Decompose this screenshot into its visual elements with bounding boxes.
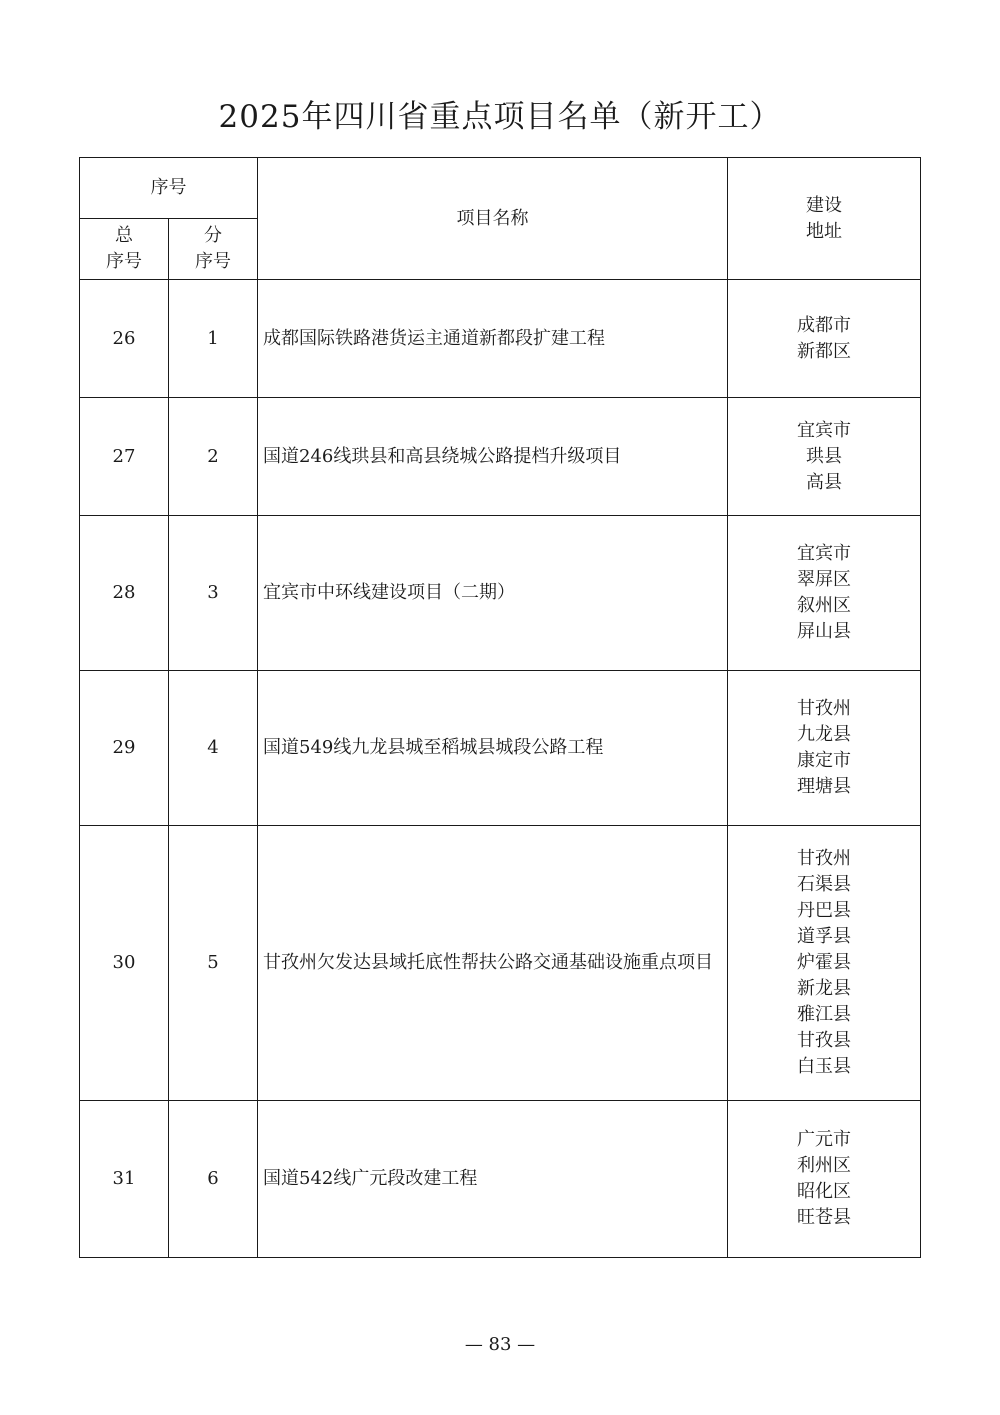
cell-sub-seq: 2 xyxy=(169,398,258,516)
location-line: 翠屏区 xyxy=(797,569,851,590)
location-line: 甘孜县 xyxy=(797,1030,851,1051)
table-row xyxy=(80,280,921,398)
location-line: 雅江县 xyxy=(797,1004,851,1025)
location-line: 丹巴县 xyxy=(797,900,851,921)
page-title: 2025年四川省重点项目名单（新开工） xyxy=(218,99,782,135)
location-line: 成都市 xyxy=(797,314,851,336)
cell-location xyxy=(728,516,921,671)
cell-sub-seq: 1 xyxy=(169,280,258,398)
cell-location xyxy=(728,398,921,516)
cell-location xyxy=(728,280,921,398)
header-seq: 序号 xyxy=(80,158,258,219)
location-line: 宜宾市 xyxy=(797,543,851,564)
location-line: 康定市 xyxy=(797,750,851,771)
cell-total-seq: 28 xyxy=(80,516,169,671)
cell-total-seq: 31 xyxy=(80,1101,169,1258)
cell-project-name: 甘孜州欠发达县域托底性帮扶公路交通基础设施重点项目 xyxy=(258,826,728,1101)
location-line: 理塘县 xyxy=(797,776,851,797)
location-line: 九龙县 xyxy=(797,724,851,745)
table-body xyxy=(80,280,921,1258)
table-row xyxy=(80,671,921,826)
cell-total-seq: 26 xyxy=(80,280,169,398)
cell-location xyxy=(728,826,921,1101)
cell-project-name: 国道549线九龙县城至稻城县城段公路工程 xyxy=(258,671,728,826)
location-line: 甘孜州 xyxy=(797,698,851,719)
cell-location xyxy=(728,1101,921,1258)
cell-sub-seq: 6 xyxy=(169,1101,258,1258)
location-line: 昭化区 xyxy=(797,1181,851,1202)
cell-sub-seq: 3 xyxy=(169,516,258,671)
cell-project-name: 宜宾市中环线建设项目（二期） xyxy=(258,516,728,671)
cell-total-seq: 30 xyxy=(80,826,169,1101)
location-line: 道孚县 xyxy=(797,926,851,947)
location-line: 白玉县 xyxy=(797,1056,851,1077)
header-sub-seq: 分 序号 xyxy=(169,219,258,280)
header-location: 建设 地址 xyxy=(728,158,921,280)
cell-project-name: 国道246线珙县和高县绕城公路提档升级项目 xyxy=(258,398,728,516)
table-row xyxy=(80,1101,921,1258)
table-row xyxy=(80,398,921,516)
location-line: 屏山县 xyxy=(797,621,851,642)
location-line: 高县 xyxy=(806,471,842,493)
header-total-seq: 总 序号 xyxy=(80,219,169,280)
location-line: 利州区 xyxy=(797,1155,851,1176)
page-number: — 83 — xyxy=(464,1334,536,1355)
cell-project-name: 国道542线广元段改建工程 xyxy=(258,1101,728,1258)
table-row xyxy=(80,516,921,671)
location-line: 珙县 xyxy=(806,445,842,467)
location-line: 叙州区 xyxy=(797,595,851,616)
table-row xyxy=(80,826,921,1101)
location-line: 广元市 xyxy=(797,1129,851,1150)
cell-total-seq: 27 xyxy=(80,398,169,516)
cell-total-seq: 29 xyxy=(80,671,169,826)
location-line: 新都区 xyxy=(797,340,851,362)
location-line: 甘孜州 xyxy=(797,848,851,869)
location-line: 宜宾市 xyxy=(797,419,851,441)
cell-location xyxy=(728,671,921,826)
location-line: 石渠县 xyxy=(797,874,851,895)
cell-sub-seq: 5 xyxy=(169,826,258,1101)
cell-project-name: 成都国际铁路港货运主通道新都段扩建工程 xyxy=(258,280,728,398)
location-line: 旺苍县 xyxy=(797,1207,851,1228)
header-project-name: 项目名称 xyxy=(258,158,728,280)
project-table xyxy=(79,157,921,1258)
cell-sub-seq: 4 xyxy=(169,671,258,826)
location-line: 炉霍县 xyxy=(797,952,851,973)
location-line: 新龙县 xyxy=(797,978,851,999)
